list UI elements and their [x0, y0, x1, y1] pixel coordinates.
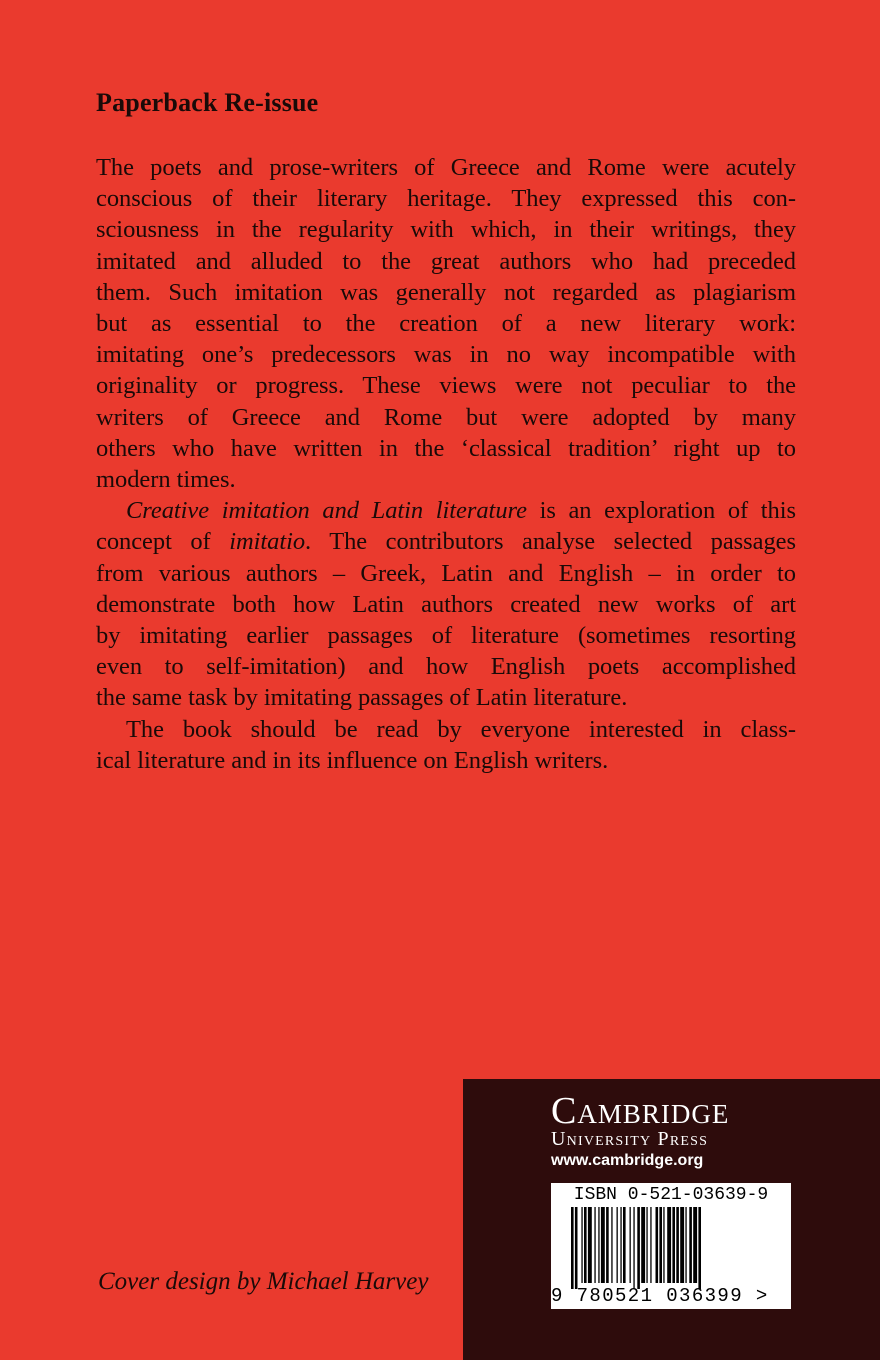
text-fragment: concept of — [96, 528, 230, 556]
barcode-bar — [588, 1207, 592, 1283]
barcode-bar — [623, 1207, 626, 1283]
barcode-panel — [551, 1183, 791, 1309]
text-line: imitating one’s predecessors was in no way incompatible with — [96, 341, 796, 369]
text-line: even to self-imitation) and how English poets accomplished — [96, 653, 796, 681]
publisher-subtitle-text: University Press — [551, 1128, 709, 1150]
text-line — [96, 526, 796, 557]
publisher-name — [551, 1089, 729, 1133]
text-line: by imitating earlier passages of literature (sometimes resorting — [96, 622, 796, 650]
text-line: The poets and prose-writers of Greece and Rome were acutely — [96, 154, 796, 181]
barcode-bar — [617, 1207, 618, 1283]
publisher-name-text: Cambridge — [551, 1090, 730, 1132]
barcode-bar — [601, 1207, 605, 1283]
text-line: the same task by imitating passages of Latin literature. — [96, 684, 628, 712]
text-line: them. Such imitation was generally not regarded as plagiarism — [96, 278, 796, 306]
text-line: from various authors – Greek, Latin and English – in order to — [96, 559, 796, 587]
publisher-subtitle — [551, 1128, 708, 1151]
barcode-bar — [584, 1207, 587, 1283]
text-line: sciousness in the regularity with which, in their writings, they — [96, 216, 796, 244]
barcode-bar — [641, 1207, 645, 1283]
isbn-label: ISBN 0-521-03639-9 — [573, 1185, 769, 1205]
barcode-bar — [680, 1207, 684, 1283]
barcode-bar — [611, 1207, 612, 1283]
text-line: demonstrate both how Latin authors created new works of art — [96, 590, 796, 618]
barcode-bar — [663, 1207, 664, 1283]
publisher-url: www.cambridge.org — [551, 1152, 704, 1169]
text-fragment: is an exploration of this — [526, 497, 796, 525]
text-line: others who have written in the ‘classical tradition’ right up to — [96, 434, 796, 462]
barcode-bar — [594, 1207, 595, 1283]
text-line: originality or progress. These views were not peculiar to the — [96, 372, 796, 400]
barcode-bar — [646, 1207, 647, 1283]
paragraph-1 — [96, 152, 796, 495]
barcode-bar — [620, 1207, 621, 1283]
term-imitatio: imitatio — [229, 528, 306, 556]
paragraph-2 — [96, 495, 796, 713]
publisher-panel — [463, 1079, 880, 1360]
barcode-bar — [606, 1207, 609, 1283]
barcode-bar — [693, 1207, 697, 1283]
text-line: writers of Greece and Rome but were adopted by many — [96, 403, 796, 431]
book-title: Creative imitation and Latin literature — [126, 497, 527, 525]
barcode-bar — [689, 1207, 692, 1283]
barcode-bar — [571, 1207, 574, 1289]
barcode-bar — [676, 1207, 679, 1283]
barcode-bar — [672, 1207, 675, 1283]
barcode-bar — [633, 1207, 634, 1289]
barcode-bar — [575, 1207, 578, 1289]
barcode-bar — [685, 1207, 686, 1283]
paragraph-3 — [96, 714, 796, 776]
barcode-bar — [630, 1207, 631, 1283]
barcode-bar — [667, 1207, 671, 1283]
barcode-bar — [656, 1207, 659, 1283]
text-fragment: . The contributors analyse selected passages — [305, 528, 796, 556]
text-line: The book should be read by everyone interested in class- — [126, 715, 796, 743]
cover-design-credit: Cover design by Michael Harvey — [98, 1268, 429, 1295]
text-line: conscious of their literary heritage. They expressed this con- — [96, 185, 796, 213]
barcode-bar — [637, 1207, 640, 1289]
barcode-bar — [698, 1207, 701, 1289]
barcode-bar — [598, 1207, 599, 1283]
text-line — [96, 495, 796, 526]
text-line: modern times. — [96, 466, 236, 494]
blurb-text — [96, 152, 796, 776]
text-line: ical literature and in its influence on English writers. — [96, 746, 609, 774]
ean-digits: 9 780521 036399 > — [551, 1285, 769, 1307]
barcode-bar — [650, 1207, 651, 1283]
barcode-bar — [581, 1207, 582, 1283]
barcode-bar — [659, 1207, 662, 1283]
text-line: imitated and alluded to the great authors who had preceded — [96, 247, 796, 275]
text-line: but as essential to the creation of a new literary work: — [96, 310, 796, 338]
heading-paperback-reissue: Paperback Re-issue — [96, 88, 319, 117]
